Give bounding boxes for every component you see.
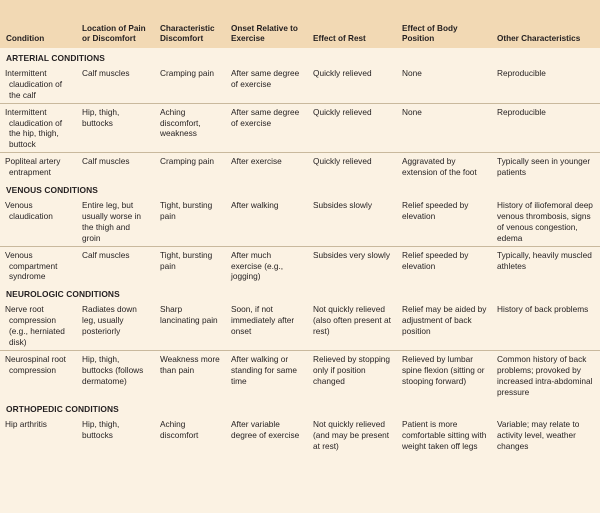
table-row — [0, 301, 600, 350]
cell-position: Relief speeded by elevation — [396, 197, 491, 246]
cell-discomfort: Cramping pain — [160, 156, 214, 167]
cell-onset: After walking or standing for same time — [231, 353, 297, 386]
cell-rest: Subsides slowly — [307, 197, 396, 246]
cell-onset: Soon, if not immediately after onset — [225, 301, 307, 350]
table-row — [0, 416, 600, 454]
cell-rest: Subsides very slowly — [313, 249, 391, 260]
cell-rest: Not quickly relieved (and may be present at rest) — [313, 419, 390, 452]
cell-location: Radiates down leg, usually posteriorly — [76, 301, 154, 350]
section-row — [0, 284, 600, 301]
cell-location: Hip, thigh, buttocks (follows dermatome) — [82, 353, 144, 386]
cell-other: History of back problems — [491, 301, 600, 350]
cell-other: Reproducible — [491, 65, 600, 103]
cell-discomfort: Tight, bursting pain — [160, 249, 213, 271]
table-row — [0, 103, 600, 153]
cell-onset: After variable degree of exercise — [231, 419, 300, 441]
cell-discomfort: Weakness more than pain — [160, 353, 220, 375]
cell-discomfort: Aching discomfort, weakness — [154, 103, 225, 153]
cell-onset: After same degree of exercise — [225, 103, 307, 153]
cell-cond: Popliteal artery entrapment — [5, 156, 61, 178]
cell-position: Patient is more comfortable sitting with weight taken off legs — [402, 419, 487, 452]
header-location: Location of Pain or Discomfort — [76, 0, 154, 48]
cell-rest: Quickly relieved — [307, 103, 396, 153]
header-condition: Condition — [0, 0, 76, 48]
cell-location: Entire leg, but usually worse in the thigh and groin — [76, 197, 154, 246]
section-title: VENOUS CONDITIONS — [6, 185, 98, 196]
cell-position: Relief may be aided by adjustment of back position — [396, 301, 491, 350]
cell-onset: After same degree of exercise — [225, 65, 307, 103]
table-header — [0, 0, 600, 48]
cell-cond: Nerve root compression (e.g., herniated disk) — [0, 301, 76, 350]
cell-cond: Venous claudication — [0, 197, 76, 246]
cell-rest: Quickly relieved — [307, 65, 396, 103]
cell-location: Calf muscles — [76, 65, 154, 103]
cell-position: None — [396, 103, 491, 153]
section-row — [0, 48, 600, 65]
cell-other: Typically, heavily muscled athletes — [497, 249, 592, 271]
table-row — [0, 350, 600, 399]
table-row — [0, 197, 600, 246]
cell-cond: Hip arthritis — [5, 419, 47, 430]
cell-location: Calf muscles — [82, 249, 130, 260]
cell-discomfort: Cramping pain — [154, 65, 225, 103]
cell-discomfort: Sharp lancinating pain — [154, 301, 225, 350]
cell-other: Typically seen in younger patients — [497, 156, 591, 178]
cell-other: History of iliofemoral deep venous thrombosis, signs of venous congestion, edema — [491, 197, 600, 246]
cell-position: None — [396, 65, 491, 103]
cell-other: Variable; may relate to activity level, weather changes — [497, 419, 580, 452]
cell-cond: Intermittent claudication of the calf — [0, 65, 76, 103]
cell-other: Common history of back problems; provoked by increased intra-abdominal pressure — [497, 353, 593, 397]
table-row — [0, 246, 600, 284]
cell-cond: Intermittent claudication of the hip, thigh, buttock — [0, 103, 76, 153]
cell-onset: After exercise — [231, 156, 282, 167]
cell-cond: Neurospinal root compression — [5, 353, 66, 375]
section-title: ARTERIAL CONDITIONS — [6, 53, 105, 63]
cell-location: Calf muscles — [82, 156, 130, 167]
cell-position: Aggravated by extension of the foot — [402, 156, 477, 178]
cell-onset: After walking — [225, 197, 307, 246]
cell-rest: Quickly relieved — [313, 156, 372, 167]
table-row — [0, 65, 600, 103]
header-onset: Onset Relative to Exercise — [225, 0, 307, 48]
cell-discomfort: Tight, bursting pain — [154, 197, 225, 246]
table-row — [0, 153, 600, 180]
cell-onset: After much exercise (e.g., jogging) — [231, 249, 284, 282]
cell-other: Reproducible — [491, 103, 600, 153]
section-row — [0, 180, 600, 197]
cell-position: Relief speeded by elevation — [402, 249, 469, 271]
header-other-characteristics: Other Characteristics — [491, 0, 600, 48]
header-effect-of-rest: Effect of Rest — [307, 0, 396, 48]
section-row — [0, 399, 600, 416]
header-effect-of-body-position: Effect of Body Position — [396, 0, 491, 48]
cell-location: Hip, thigh, buttocks — [82, 419, 120, 441]
header-row — [0, 0, 600, 48]
section-title: ORTHOPEDIC CONDITIONS — [6, 404, 119, 415]
cell-rest: Relieved by stopping only if position changed — [313, 353, 391, 386]
table-body — [0, 48, 600, 454]
cell-rest: Not quickly relieved (also often present at rest) — [307, 301, 396, 350]
cell-position: Relieved by lumbar spine flexion (sitting or stooping forward) — [402, 353, 485, 386]
section-title: NEUROLOGIC CONDITIONS — [6, 289, 120, 300]
header-characteristic-discomfort: Characteristic Discomfort — [154, 0, 225, 48]
cell-discomfort: Aching discomfort — [160, 419, 199, 441]
cell-cond: Venous compartment syndrome — [5, 249, 58, 282]
cell-location: Hip, thigh, buttocks — [76, 103, 154, 153]
